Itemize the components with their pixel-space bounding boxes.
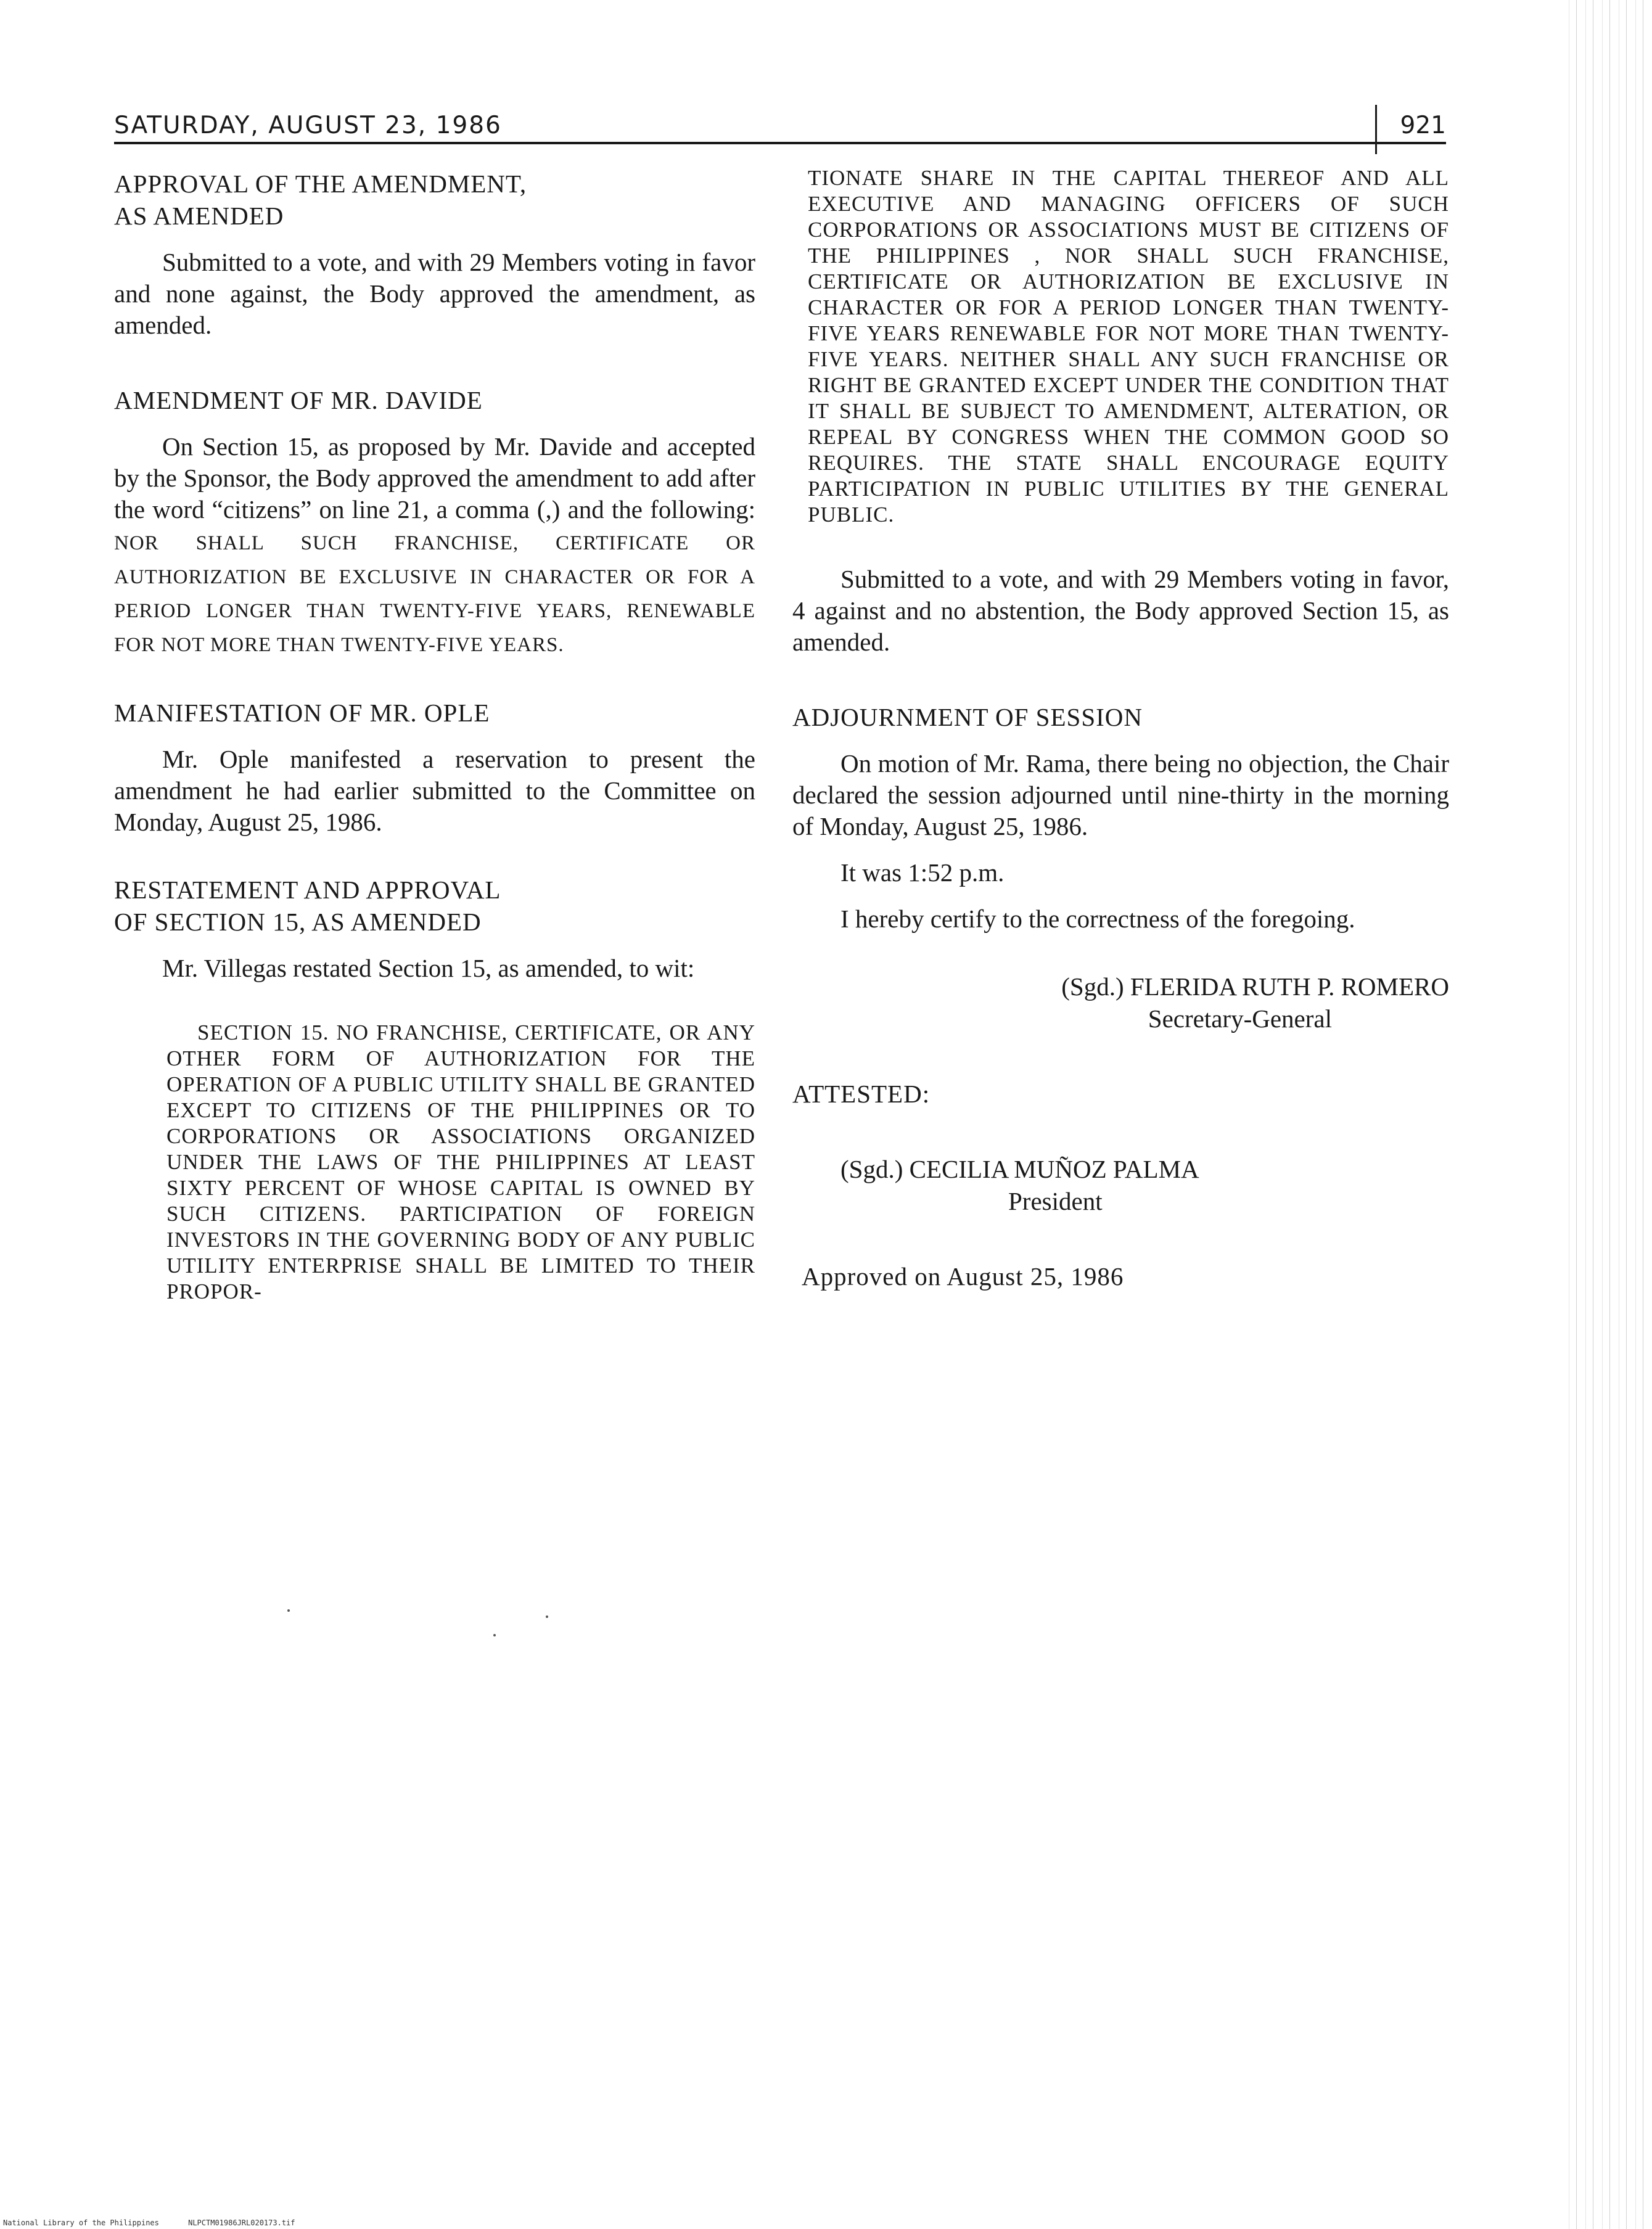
header-tick-mark	[1375, 105, 1377, 154]
amendment-text-caps: NOR SHALL SUCH FRANCHISE, CERTIFICATE OR AUTHORIZATION BE EXCLUSIVE IN CHARACTER OR FOR A PERIOD LONGER THAN TWENTY-FIVE YEARS, RENEWABLE FOR NOT MORE THAN TWENTY-FIVE YEARS.	[114, 532, 755, 656]
scan-edge-artifact	[1560, 0, 1652, 2229]
paragraph-time: It was 1:52 p.m.	[840, 858, 1005, 887]
attest-title: President	[1008, 1187, 1103, 1215]
heading-restatement-section-15: RESTATEMENT AND APPROVAL OF SECTION 15, AS AMENDED	[114, 876, 501, 936]
heading-approval-amendment: APPROVAL OF THE AMENDMENT, AS AMENDED	[114, 170, 527, 230]
heading-adjournment: ADJOURNMENT OF SESSION	[792, 703, 1143, 731]
paragraph-ople-manifestation: Mr. Ople manifested a reservation to present the amendment he had earlier submitted to the Committee on Monday, August 25, 1986.	[114, 745, 755, 836]
paragraph-vote-amendment: Submitted to a vote, and with 29 Members voting in favor and none against, the Body approved the amendment, as amended.	[114, 248, 755, 339]
approval-date: Approved on August 25, 1986	[802, 1262, 1124, 1291]
scan-speck	[287, 1609, 290, 1612]
page-header	[114, 105, 1446, 144]
secretary-signature	[792, 971, 1449, 1035]
paragraph-certification: I hereby certify to the correctness of the foregoing.	[840, 905, 1355, 933]
paragraph-davide-amendment: On Section 15, as proposed by Mr. Davide and accepted by the Sponsor, the Body approved the amendment to add after the word “citizens” on line 21, a comma (,) and the following: NOR SHALL SUCH FRANCHISE, CERTIFICATE OR AUTHORIZATION BE EXCLUSIVE IN CHARACTER OR FOR A PERIOD LONGER THAN TWENTY-FIVE YEARS, RENEWABLE FOR NOT MORE THAN TWENTY-FIVE YEARS.	[114, 432, 755, 656]
right-column	[792, 168, 1449, 1292]
footer-library: National Library of the Philippines	[3, 2219, 159, 2227]
header-date: SATURDAY, AUGUST 23, 1986	[114, 112, 502, 139]
heading-amendment-davide: AMENDMENT OF MR. DAVIDE	[114, 386, 483, 414]
left-column	[114, 168, 755, 1305]
footer-file-id: NLPCTM01986JRL020173.tif	[188, 2219, 295, 2227]
scan-speck	[546, 1615, 548, 1618]
scan-speck	[493, 1634, 496, 1636]
attest-name: (Sgd.) CECILIA MUÑOZ PALMA	[840, 1155, 1199, 1183]
section-15-text: SECTION 15. NO FRANCHISE, CERTIFICATE, OR ANY OTHER FORM OF AUTHORIZATION FOR THE OPERATION OF A PUBLIC UTILITY SHALL BE GRANTED EXCEPT TO CITIZENS OF THE PHILIPPINES OR TO CORPORATIONS OR ASSOCIATIONS ORGANIZED UNDER THE LAWS OF THE PHILIPPINES AT LEAST SIXTY PERCENT OF WHOSE CAPITAL IS OWNED BY SUCH CITIZENS. PARTICIPATION OF FOREIGN INVESTORS IN THE GOVERNING BODY OF ANY PUBLIC UTILITY ENTERPRISE SHALL BE LIMITED TO THEIR PROPOR-	[166, 1020, 755, 1303]
paragraph-villegas-restated: Mr. Villegas restated Section 15, as amended, to wit:	[162, 954, 695, 982]
scan-footer	[3, 2219, 320, 2227]
signatory-name: (Sgd.) FLERIDA RUTH P. ROMERO	[1061, 972, 1449, 1001]
section-15-text-continued: TIONATE SHARE IN THE CAPITAL THEREOF AND ALL EXECUTIVE AND MANAGING OFFICERS OF SUCH CORPORATIONS OR ASSOCIATIONS MUST BE CITIZENS OF THE PHILIPPINES , NOR SHALL SUCH FRANCHISE, CERTIFICATE OR AUTHORIZATION BE EXCLUSIVE IN CHARACTER OR FOR A PERIOD LONGER THAN TWENTY-FIVE YEARS RENEWABLE FOR NOT MORE THAN TWENTY-FIVE YEARS. NEITHER SHALL ANY SUCH FRANCHISE OR RIGHT BE GRANTED EXCEPT UNDER THE CONDITION THAT IT SHALL BE SUBJECT TO AMENDMENT, ALTERATION, OR REPEAL BY CONGRESS WHEN THE COMMON GOOD SO REQUIRES. THE STATE SHALL ENCOURAGE EQUITY PARTICIPATION IN PUBLIC UTILITIES BY THE GENERAL PUBLIC.	[808, 166, 1449, 527]
paragraph-adjournment: On motion of Mr. Rama, there being no objection, the Chair declared the session adjourned until nine-thirty in the morning of Monday, August 25, 1986.	[792, 749, 1449, 840]
page-number: 921	[1400, 112, 1446, 139]
signatory-title: Secretary-General	[1148, 1004, 1332, 1033]
heading-manifestation-ople: MANIFESTATION OF MR. OPLE	[114, 699, 490, 727]
attested-label: ATTESTED:	[792, 1080, 931, 1108]
paragraph-section-15-vote: Submitted to a vote, and with 29 Members voting in favor, 4 against and no abstention, the Body approved Section 15, as amended.	[792, 565, 1449, 656]
